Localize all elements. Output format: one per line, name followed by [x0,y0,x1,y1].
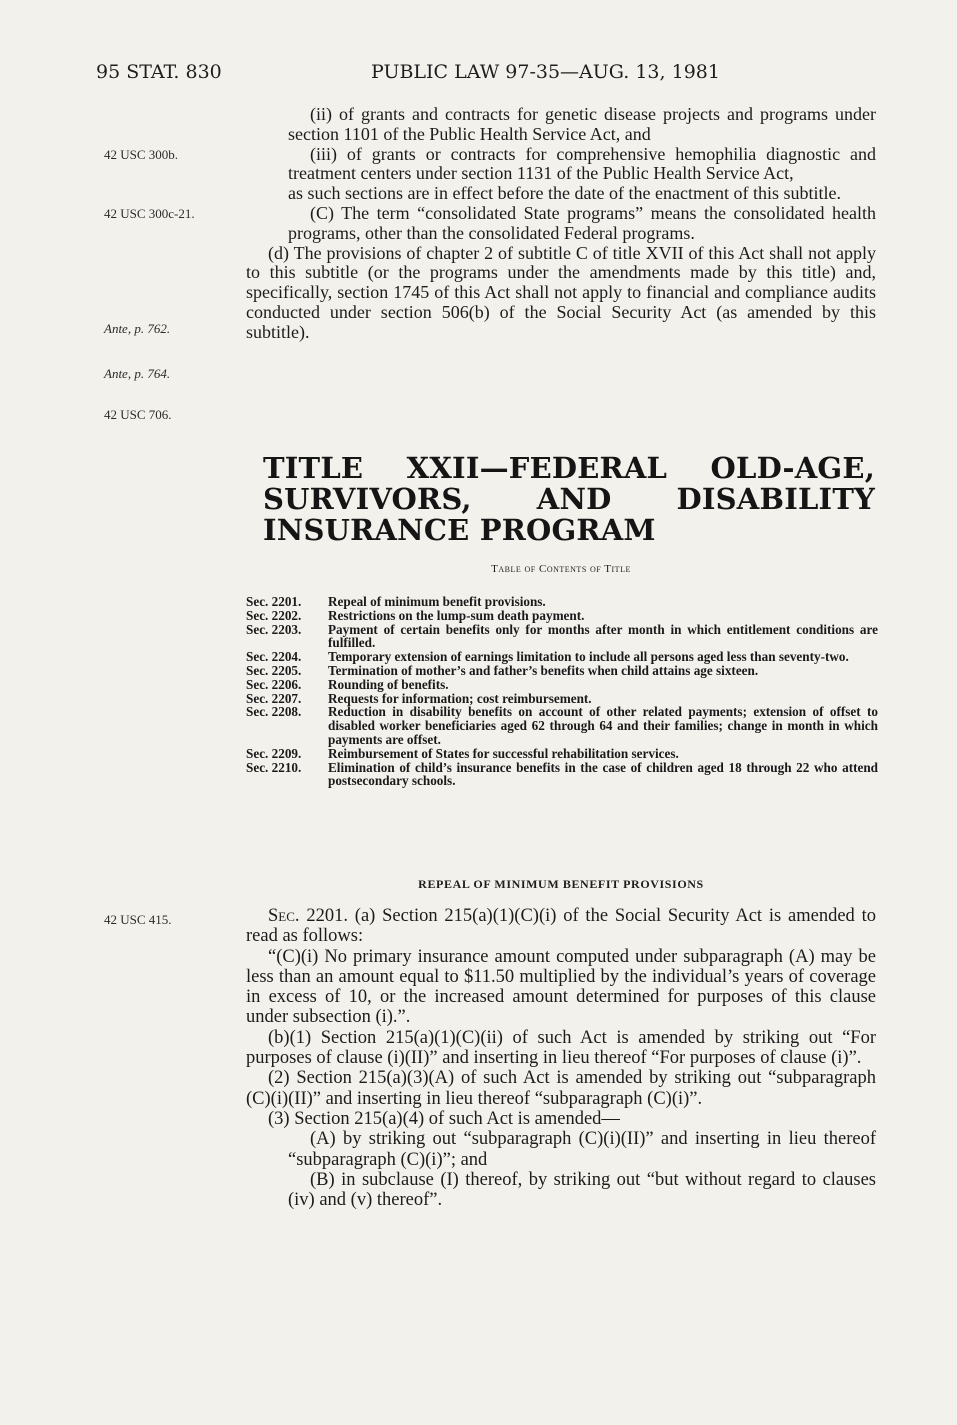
clause-ii: (ii) of grants and contracts for genetic disease projects and programs under section 1101 of the Public Health Service Act, and [288,104,876,144]
toc-section-title: Temporary extension of earnings limitation to include all persons aged less than seventy-two. [328,649,849,665]
toc-entry [246,609,878,623]
as-such-text: as such sections are in effect before the date of the enactment of this subtitle. [288,183,841,204]
toc-entry [246,692,878,706]
toc-section-title: Rounding of benefits. [328,676,449,692]
subsection-a-text: 2201. (a) Section 215(a)(1)(C)(i) of the Social Security Act is amended to read as follows: [246,906,876,947]
toc-entry [246,761,878,789]
toc-section-title: Reimbursement of States for successful rehabilitation services. [328,745,679,761]
toc-section-number: Sec. 2210. [246,759,302,775]
margin-note-ante-762: Ante, p. 762. [104,321,171,336]
margin-note-300b: 42 USC 300b. [104,147,179,162]
toc-section-number: Sec. 2208. [246,704,302,720]
subsection-d: (d) The provisions of chapter 2 of subtitle C of title XVII of this Act shall not apply to this subtitle (or the programs under the amendments made by this title) and, specifically, section 1745 of this Act shall not apply to financial and compliance audits conducted under section 506(b) of the Social Security Act (as amended by this subtitle). [246,242,876,342]
margin-note-415: 42 USC 415. [104,912,172,927]
subsection-b3: (3) Section 215(a)(4) of such Act is amended— [268,1108,620,1129]
clause-iii: (iii) of grants or contracts for comprehensive hemophilia diagnostic and treatment centers under section 1131 of the Public Health Service Act, [288,143,876,184]
margin-note-706: 42 USC 706. [104,407,172,422]
toc-section-title: Repeal of minimum benefit provisions. [328,594,546,609]
margin-note-300c-21: 42 USC 300c-21. [104,206,195,221]
subparagraph-B: (B) in subclause (I) thereof, by striking out “but without regard to clauses (iv) and (v) thereof”. [288,1169,876,1211]
toc-entry [246,664,878,678]
toc-section-title: Reduction in disability benefits on account of other related payments; extension of offset to disabled worker beneficiaries aged 62 through 64 and their families; change in month in which payments are offset. [328,704,878,747]
section-2201-text [246,906,876,1210]
toc-section-title: Elimination of child’s insurance benefits in the case of children aged 18 through 22 who attend postsecondary schools. [328,759,878,789]
table-of-contents [246,595,878,788]
upper-body-text [246,105,876,343]
toc-section-number: Sec. 2209. [246,745,302,761]
subsection-b2: (2) Section 215(a)(3)(A) of such Act is amended by striking out “subparagraph (C)(i)(II)” and inserting in lieu thereof “subparagraph (C)(i)”. [246,1068,876,1109]
toc-section-number: Sec. 2204. [246,649,302,665]
toc-entry [246,595,878,609]
toc-section-title: Payment of certain benefits only for months after month in which entitlement conditions are fulfilled. [328,621,878,651]
toc-entry [246,705,878,746]
margin-note-ante-764: Ante, p. 764. [104,366,171,381]
toc-section-number: Sec. 2201. [246,594,302,609]
section-heading: REPEAL OF MINIMUM BENEFIT PROVISIONS [418,877,704,891]
toc-entry [246,678,878,692]
sec-label: Sec. [268,906,300,926]
title-xxii-heading: TITLE XXII—FEDERAL OLD-AGE, SURVIVORS, AND DISABILITY INSURANCE PROGRAM [263,451,875,547]
toc-section-title: Requests for information; cost reimbursement. [328,690,592,706]
quoted-clause: “(C)(i) No primary insurance amount computed under subparagraph (A) may be less than an amount equal to $11.50 multiplied by the individual’s years of coverage in excess of 10, or the increased amount determined for purposes of this clause under subsection (i).”. [246,946,876,1028]
statute-page-number: 95 STAT. 830 [96,61,222,83]
toc-entry [246,623,878,651]
toc-section-number: Sec. 2205. [246,662,302,678]
toc-section-title: Termination of mother’s and father’s benefits when child attains age sixteen. [328,662,759,678]
subsection-b1: (b)(1) Section 215(a)(1)(C)(ii) of such Act is amended by striking out “For purposes of clause (i)(II)” and inserting in lieu thereof “For purposes of clause (i)”. [246,1027,876,1069]
toc-section-number: Sec. 2203. [246,621,302,637]
subparagraph-A: (A) by striking out “subparagraph (C)(i)(II)” and inserting in lieu thereof “subparagraph (C)(i)”; and [288,1129,876,1170]
running-head-law-date: PUBLIC LAW 97-35—AUG. 13, 1981 [371,61,720,83]
toc-heading: Table of Contents of Title [491,563,631,575]
toc-entry [246,650,878,664]
toc-section-title: Restrictions on the lump-sum death payment. [328,607,585,623]
toc-section-number: Sec. 2206. [246,676,302,692]
subsection-a [246,906,876,947]
toc-entry [246,747,878,761]
paragraph-c: (C) The term “consolidated State programs” means the consolidated health programs, other than the consolidated Federal programs. [288,202,876,243]
toc-section-number: Sec. 2207. [246,690,302,706]
toc-section-number: Sec. 2202. [246,607,302,623]
